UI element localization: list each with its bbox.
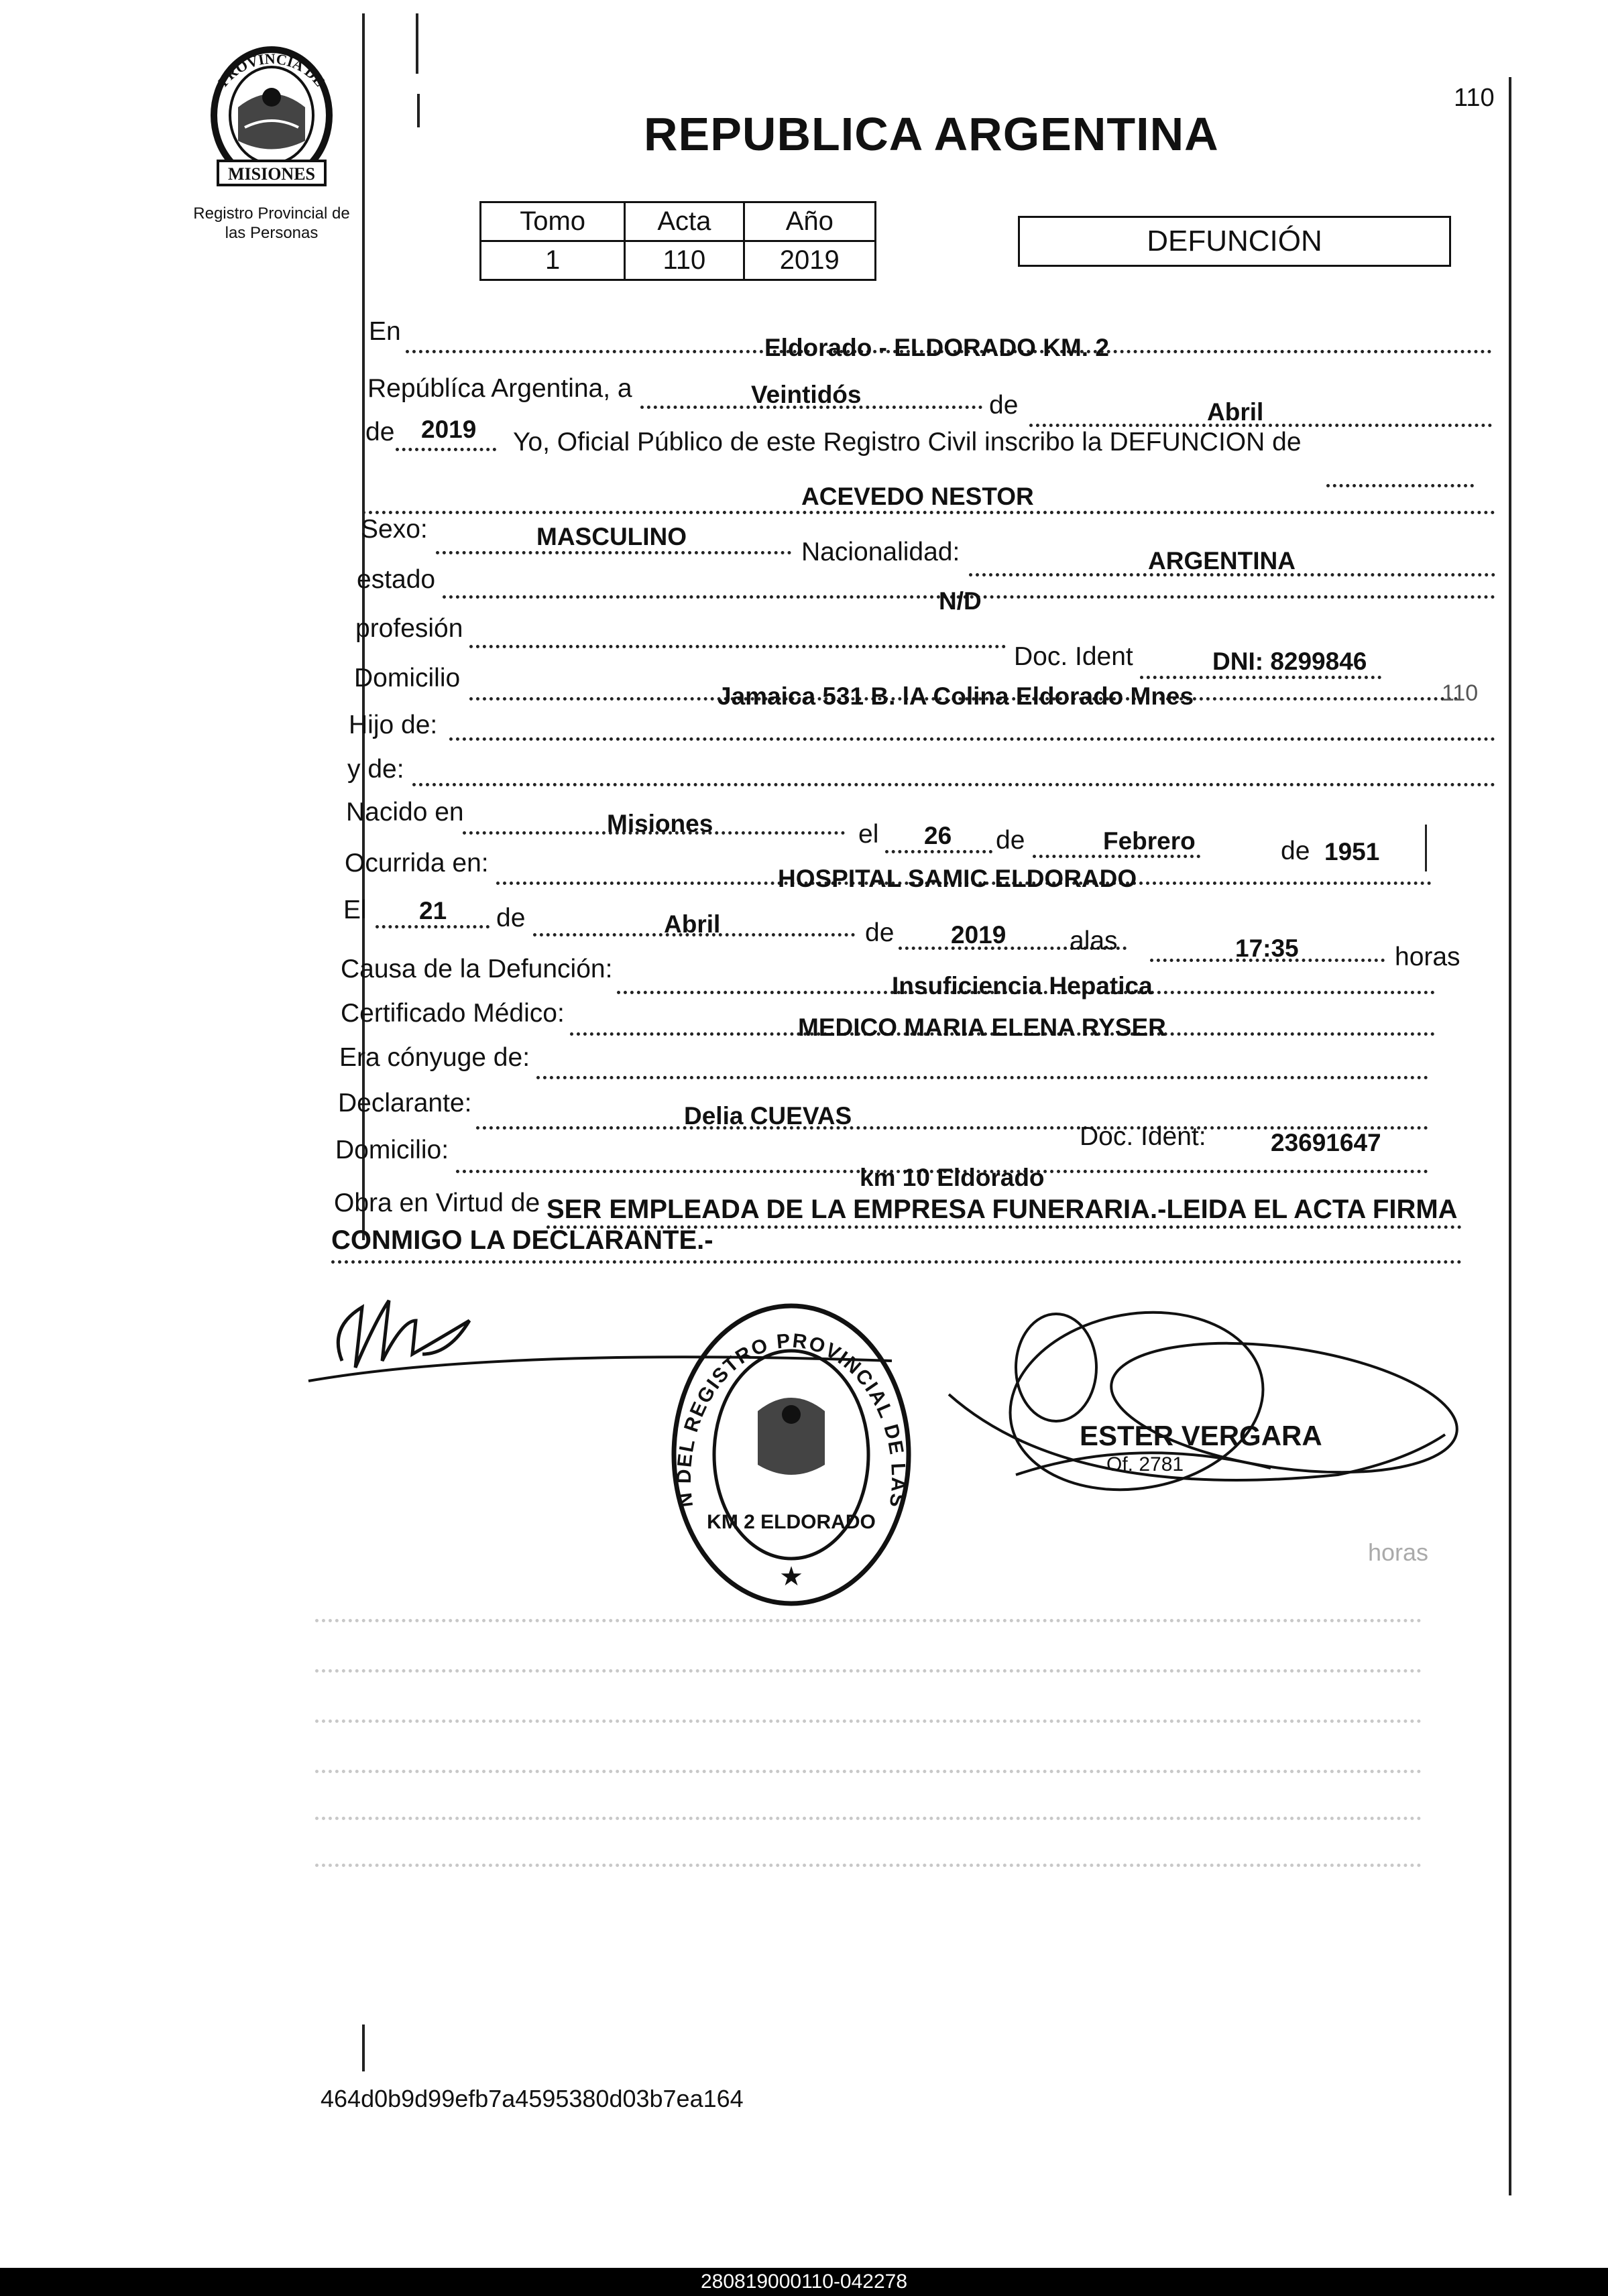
doc-ident-dots bbox=[1140, 676, 1381, 679]
death-day-value: 21 bbox=[419, 897, 447, 924]
decl-doc-value: 23691647 bbox=[1271, 1129, 1381, 1156]
yde-label: y de: bbox=[347, 755, 404, 784]
declarante-label: Declarante: bbox=[338, 1089, 472, 1117]
horas-label: horas bbox=[1395, 943, 1460, 971]
obra-label: Obra en Virtud de bbox=[334, 1189, 540, 1217]
ocurrida-value: HOSPITAL SAMIC ELDORADO bbox=[778, 865, 1137, 892]
causa-label: Causa de la Defunción: bbox=[341, 955, 613, 983]
estado-value: N/D bbox=[939, 587, 982, 615]
certificado-label: Certificado Médico: bbox=[341, 999, 565, 1028]
nacionalidad-label: Nacionalidad: bbox=[801, 538, 960, 566]
doc-ident-value: DNI: 8299846 bbox=[1212, 648, 1367, 675]
birth-box-line bbox=[1425, 825, 1427, 871]
seal-arc-text: N DEL REGISTRO PROVINCIAL DE LAS bbox=[673, 1329, 910, 1510]
decl-doc-label: Doc. Ident: bbox=[1080, 1122, 1206, 1151]
death-year-value: 2019 bbox=[951, 921, 1007, 949]
name-dots bbox=[362, 511, 1495, 514]
nacionalidad-value: ARGENTINA bbox=[1148, 547, 1296, 575]
logo-banner-text: MISIONES bbox=[227, 164, 316, 184]
official-detail: Of. 2781 bbox=[1106, 1453, 1184, 1475]
domicilio2-label: Domicilio: bbox=[335, 1136, 449, 1164]
causa-value: Insuficiencia Hepatica bbox=[892, 972, 1153, 1000]
anio-header: Año bbox=[744, 202, 875, 241]
faded-line-1 bbox=[315, 1619, 1422, 1622]
birth-day-value: 26 bbox=[924, 822, 952, 849]
record-table bbox=[479, 201, 876, 281]
month-value: Abril bbox=[1207, 398, 1264, 426]
faded-line-4 bbox=[315, 1770, 1422, 1773]
tomo-header: Tomo bbox=[481, 202, 625, 241]
domicilio-value: Jamaica 531 B. lA Colina Eldorado Mnes bbox=[717, 682, 1194, 710]
en-label: En bbox=[369, 317, 401, 346]
document-hash: 464d0b9d99efb7a4595380d03b7ea164 bbox=[321, 2085, 744, 2112]
tomo-value: 1 bbox=[481, 241, 625, 280]
nacido-label: Nacido en bbox=[346, 798, 464, 827]
de5-label: de bbox=[496, 904, 526, 932]
birth-day-dots bbox=[885, 850, 992, 853]
scan-mark-mid bbox=[417, 94, 420, 127]
ocurrida-label: Ocurrida en: bbox=[345, 849, 489, 878]
hijo-label: Hijo de: bbox=[349, 711, 438, 739]
certificado-value: MEDICO MARIA ELENA RYSER bbox=[798, 1014, 1166, 1041]
conyuge-label: Era cónyuge de: bbox=[339, 1043, 530, 1072]
obra-value-line1: SER EMPLEADA DE LA EMPRESA FUNERARIA.-LEIDA EL ACTA FIRMA bbox=[547, 1195, 1458, 1224]
logo-caption bbox=[168, 204, 376, 243]
hijo-dots bbox=[449, 737, 1495, 741]
sexo-label: Sexo: bbox=[361, 515, 428, 544]
sexo-dots bbox=[436, 551, 791, 554]
doc-ident-label: Doc. Ident bbox=[1014, 642, 1133, 671]
scan-mark-top bbox=[416, 13, 418, 74]
anio-value: 2019 bbox=[744, 241, 875, 280]
domicilio-label: Domicilio bbox=[354, 664, 461, 692]
svg-text:PROVINCIA DE bbox=[215, 50, 329, 90]
faded-line-6 bbox=[315, 1864, 1422, 1867]
obra-value-line2: CONMIGO LA DECLARANTE.- bbox=[331, 1225, 713, 1255]
en-value: Eldorado - ELDORADO KM. 2 bbox=[764, 334, 1109, 361]
de-label: de bbox=[989, 391, 1019, 420]
official-seal bbox=[667, 1297, 915, 1612]
birth-year-value: 1951 bbox=[1324, 838, 1380, 865]
conyuge-dots bbox=[536, 1076, 1428, 1079]
faded-line-2 bbox=[315, 1669, 1422, 1673]
nacido-place-value: Misiones bbox=[607, 810, 713, 837]
acta-header: Acta bbox=[625, 202, 744, 241]
logo-arc-text: PROVINCIA DE bbox=[215, 50, 329, 90]
de6-label: de bbox=[865, 918, 895, 947]
yde-dots bbox=[412, 783, 1495, 786]
domicilio-margin-number: 110 bbox=[1442, 680, 1479, 706]
document-type-box: DEFUNCIÓN bbox=[1018, 216, 1451, 267]
profesion-dots bbox=[469, 645, 1006, 648]
year-value: 2019 bbox=[421, 416, 477, 443]
de4-label: de bbox=[1281, 837, 1310, 865]
footer-bar bbox=[0, 2268, 1608, 2296]
birth-month-value: Febrero bbox=[1103, 827, 1196, 855]
sexo-value: MASCULINO bbox=[536, 523, 687, 550]
death-day-dots bbox=[376, 925, 490, 928]
profesion-label: profesión bbox=[355, 614, 463, 643]
faded-line-3 bbox=[315, 1719, 1422, 1723]
de3-label: de bbox=[996, 826, 1025, 855]
acta-value: 110 bbox=[625, 241, 744, 280]
deceased-name: ACEVEDO NESTOR bbox=[801, 483, 1034, 510]
de2-label: de bbox=[365, 418, 395, 446]
el2-label: El bbox=[343, 896, 367, 924]
provincial-logo bbox=[184, 40, 359, 194]
right-margin-line bbox=[1509, 77, 1511, 2195]
faded-horas: horas bbox=[1368, 1538, 1429, 1566]
oficial-dots bbox=[1326, 484, 1474, 487]
oficial-text: Yo, Oficial Público de este Registro Civil inscribo la DEFUNCION de bbox=[513, 428, 1302, 457]
republica-label: Repúblíca Argentina, a bbox=[367, 374, 632, 403]
alas-label: alas bbox=[1070, 926, 1118, 955]
official-name: ESTER VERGARA bbox=[1080, 1420, 1322, 1451]
estado-label: estado bbox=[357, 565, 436, 594]
scan-mark-bottom bbox=[362, 2025, 365, 2071]
day-value: Veintidós bbox=[751, 381, 862, 408]
death-time-value: 17:35 bbox=[1235, 934, 1299, 962]
page-number: 110 bbox=[1454, 84, 1495, 112]
faded-line-5 bbox=[315, 1817, 1422, 1820]
seal-inner-text: KM 2 ELDORADO bbox=[707, 1511, 876, 1533]
declarante-value: Delia CUEVAS bbox=[684, 1102, 852, 1130]
seal-star-icon: ★ bbox=[779, 1562, 803, 1591]
page-title: REPUBLICA ARGENTINA bbox=[644, 108, 1219, 160]
logo-caption-line2: las Personas bbox=[225, 223, 319, 242]
birth-month-dots bbox=[1033, 855, 1200, 858]
death-month-value: Abril bbox=[664, 910, 721, 938]
document-code: 280819000110-042278 bbox=[700, 2271, 908, 2293]
logo-caption-line1: Registro Provincial de bbox=[193, 204, 350, 223]
el-label: el bbox=[858, 820, 879, 849]
domicilio2-value: km 10 Eldorado bbox=[860, 1164, 1045, 1191]
year-dots bbox=[396, 448, 496, 451]
